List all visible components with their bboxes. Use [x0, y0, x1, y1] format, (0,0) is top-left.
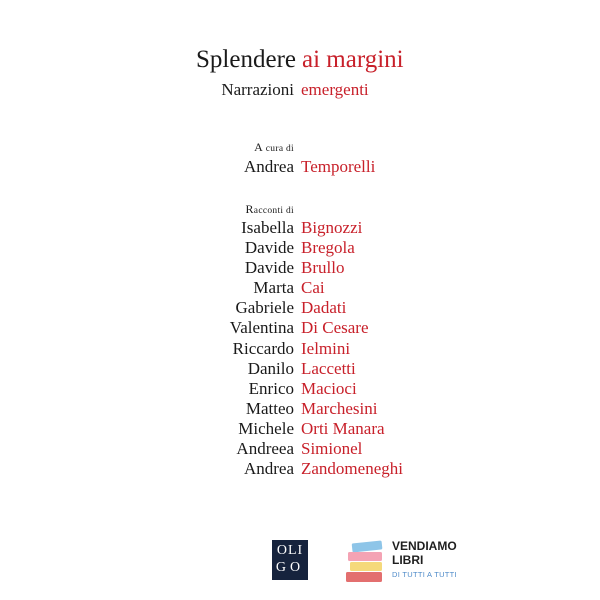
author-row	[0, 379, 600, 399]
author-row	[0, 238, 600, 258]
author-first-name: Davide	[244, 238, 294, 258]
author-first-name: Valentina	[229, 318, 294, 338]
author-first-name: Andrea	[243, 459, 294, 479]
author-row	[0, 258, 600, 278]
author-row	[0, 339, 600, 359]
curator-heading-rest: cura di	[263, 144, 294, 154]
author-row	[0, 439, 600, 459]
author-first-name: Andreea	[236, 439, 294, 459]
author-row	[0, 278, 600, 298]
authors-heading	[245, 202, 294, 217]
book-stack-icon	[346, 540, 386, 584]
author-last-name: Laccetti	[301, 358, 356, 378]
author-first-name: Riccardo	[232, 338, 294, 358]
curator-name	[0, 157, 600, 177]
campaign-logo-line-1: VENDIAMO	[392, 539, 457, 553]
author-first-name: Enrico	[248, 378, 294, 398]
author-row	[0, 218, 600, 238]
subtitle-word-2: emergenti	[301, 80, 369, 99]
author-last-name: Orti Manara	[301, 418, 385, 438]
authors-heading-initial: R	[245, 202, 254, 216]
title-word-1: Splendere	[196, 46, 296, 73]
author-last-name: Zandomeneghi	[301, 459, 403, 479]
author-first-name: Davide	[244, 258, 294, 278]
campaign-logo-line-2: LIBRI	[392, 553, 424, 567]
author-row	[0, 359, 600, 379]
author-first-name: Gabriele	[235, 298, 294, 318]
author-last-name: Cai	[301, 278, 325, 298]
publisher-logo-line-2: GO	[275, 560, 305, 575]
author-first-name: Matteo	[245, 398, 294, 418]
author-first-name: Marta	[253, 278, 294, 298]
publisher-logo	[272, 540, 308, 580]
curator-heading-initial: A	[254, 140, 264, 154]
author-last-name: Marchesini	[301, 398, 378, 418]
publisher-logo-line-1: OLI	[276, 543, 304, 558]
author-first-name: Danilo	[247, 358, 294, 378]
curator-first-name: Andrea	[243, 157, 294, 176]
book-subtitle	[0, 79, 600, 101]
author-row	[0, 298, 600, 318]
campaign-logo-tagline: DI TUTTI A TUTTI	[392, 570, 457, 579]
book-title	[0, 44, 600, 76]
authors-heading-rest: acconti di	[253, 206, 294, 216]
author-last-name: Bignozzi	[301, 218, 363, 237]
author-last-name: Ielmini	[301, 338, 351, 358]
author-row	[0, 459, 600, 479]
author-last-name: Macioci	[301, 378, 357, 398]
author-last-name: Simionel	[301, 439, 363, 459]
author-row	[0, 318, 600, 338]
author-row	[0, 419, 600, 439]
author-first-name: Michele	[238, 418, 294, 438]
title-word-2: ai margini	[302, 46, 404, 73]
author-last-name: Bregola	[301, 238, 355, 258]
author-row	[0, 399, 600, 419]
curator-heading	[254, 140, 294, 155]
author-last-name: Dadati	[301, 298, 347, 318]
curator-last-name: Temporelli	[301, 157, 376, 176]
author-last-name: Brullo	[301, 258, 345, 278]
authors-list	[0, 218, 600, 479]
subtitle-word-1: Narrazioni	[221, 80, 294, 99]
author-last-name: Di Cesare	[301, 318, 369, 338]
campaign-logo	[346, 540, 466, 584]
author-first-name: Isabella	[241, 218, 294, 237]
